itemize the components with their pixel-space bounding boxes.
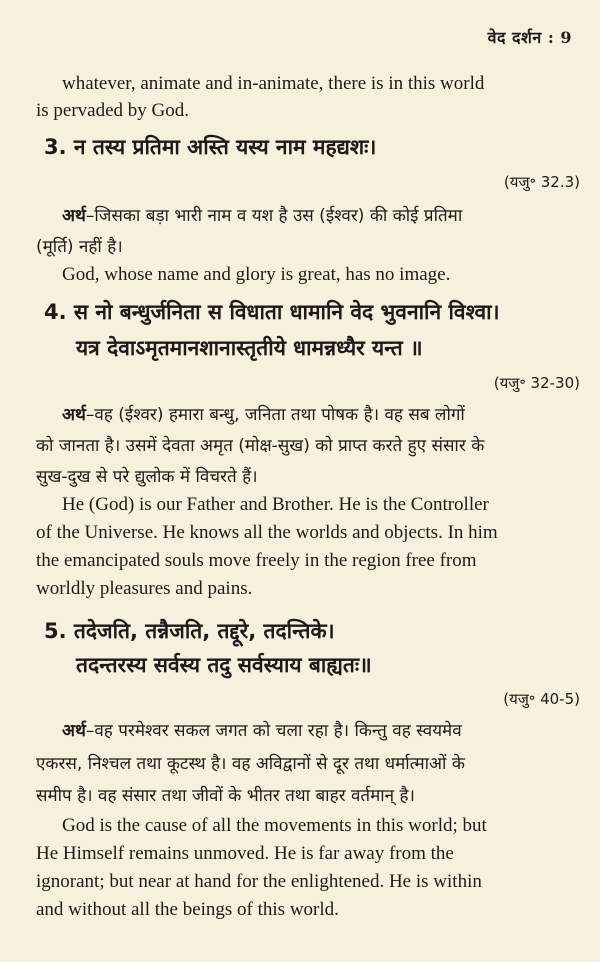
verse-4-meaning-line-3: सुख-दुख से परे द्युलोक में विचरते हैं। [36,467,258,487]
verse-3-meaning-line-2: (मूर्ति) नहीं है। [36,237,123,257]
verse-3-sanskrit: 3. न तस्य प्रतिमा अस्ति यस्य नाम महद्यशः। [44,135,377,159]
verse-4-sanskrit-line-1: 4. स नो बन्धुर्जनिता स विधाता धामानि वेद भुवनानि विश्वा। [44,300,500,324]
verse-5-reference: (यजु॰ 40-5) [503,690,580,708]
verse-5-english-line-3: ignorant; but near at hand for the enlightened. He is within [36,871,482,892]
verse-5-sanskrit-line-2: तदन्तरस्य सर्वस्य तदु सर्वस्याय बाह्यतः॥ [76,653,372,677]
verse-5-english-line-1: God is the cause of all the movements in this world; but [62,815,487,836]
artha-label: अर्थ [62,206,86,226]
verse-5-meaning-line-3: समीप है। वह संसार तथा जीवों के भीतर तथा बाहर वर्तमान् है। [36,786,415,806]
artha-label: अर्थ [62,405,86,425]
verse-4-english-line-4: worldly pleasures and pains. [36,578,253,599]
verse-4-english-line-2: of the Universe. He knows all the worlds and objects. In him [36,522,498,543]
intro-line-1: whatever, animate and in-animate, there is in this world [62,73,485,94]
verse-4-meaning-line-2: को जानता है। उसमें देवता अमृत (मोक्ष-सुख) को प्राप्त करते हुए संसार के [36,436,485,456]
intro-line-2: is pervaded by God. [36,100,190,121]
verse-3-english: God, whose name and glory is great, has no image. [62,264,451,285]
verse-5-meaning-line-2: एकरस, निश्चल तथा कूटस्थ है। वह अविद्वानों से दूर तथा धर्मात्माओं के [36,754,465,774]
verse-4-meaning-line-1: अर्थ–वह (ईश्वर) हमारा बन्धु, जनिता तथा पोषक है। वह सब लोगों [62,405,465,425]
verse-3-meaning-line-1: अर्थ–जिसका बड़ा भारी नाम व यश है उस (ईश्वर) की कोई प्रतिमा [62,206,463,226]
artha-label: अर्थ [62,721,86,741]
verse-4-reference: (यजु॰ 32-30) [493,374,580,392]
verse-5-english-line-2: He Himself remains unmoved. He is far away from the [36,843,454,864]
verse-4-sanskrit-line-2: यत्र देवाऽमृतमानशानास्तृतीये धामन्नध्यैर यन्त ॥ [76,336,423,360]
verse-5-meaning-line-1: अर्थ–वह परमेश्वर सकल जगत को चला रहा है। किन्तु वह स्वयमेव [62,721,462,741]
verse-5-english-line-4: and without all the beings of this world. [36,899,339,920]
verse-3-reference: (यजु॰ 32.3) [503,173,580,191]
verse-4-english-line-1: He (God) is our Father and Brother. He is the Controller [62,494,489,515]
verse-4-english-line-3: the emancipated souls move freely in the region free from [36,550,477,571]
verse-5-sanskrit-line-1: 5. तदेजति, तन्नैजति, तद्दूरे, तदन्तिके। [44,619,335,643]
running-header: वेद दर्शन : 9 [487,28,572,47]
